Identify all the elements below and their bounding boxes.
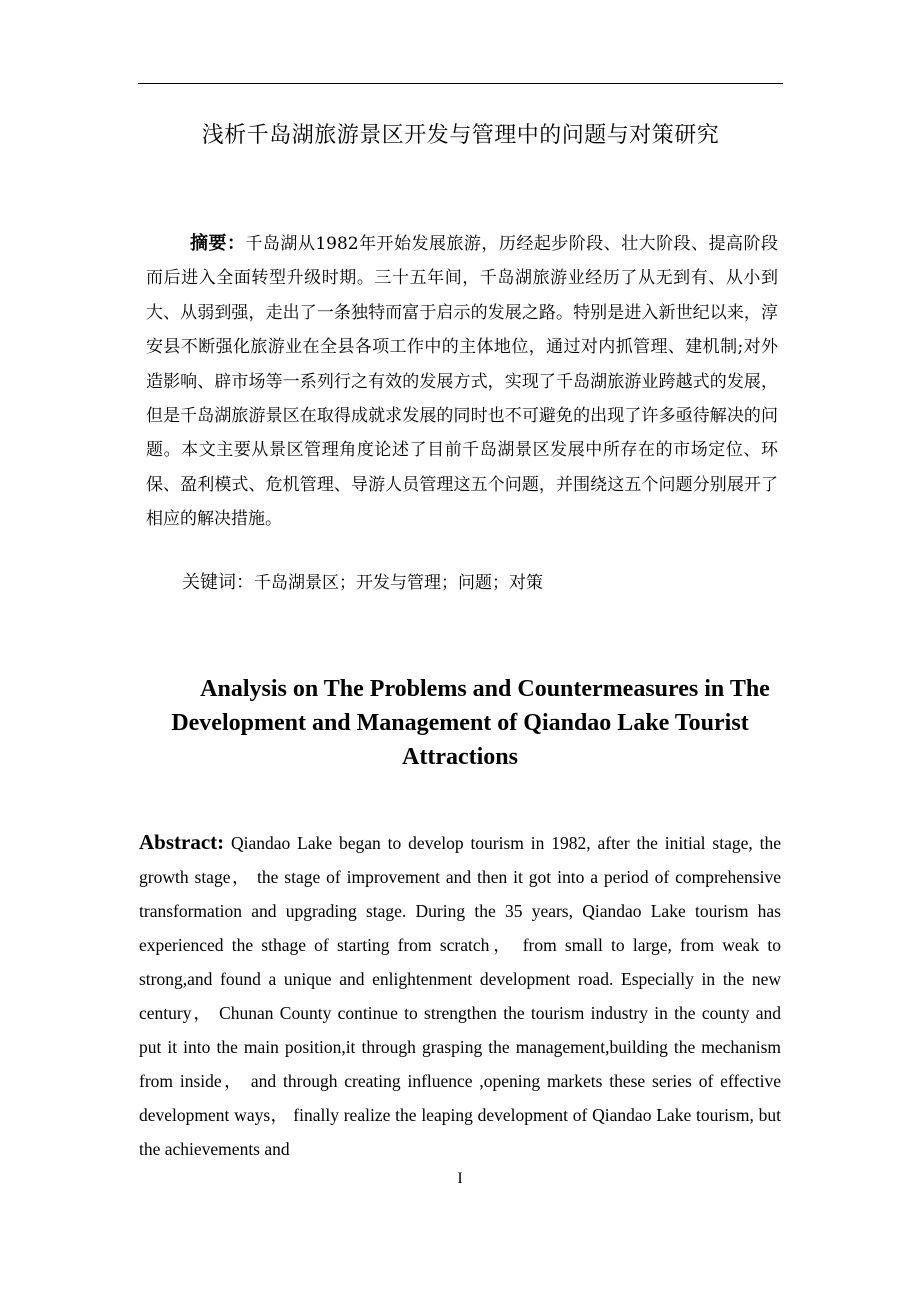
english-title-line-2: Development and Management of Qiandao Lake Tourist bbox=[171, 710, 749, 736]
chinese-abstract-text: 千岛湖从1982年开始发展旅游，历经起步阶段、壮大阶段、提高阶段而后进入全面转型升级时期。三十五年间，千岛湖旅游业经历了从无到有、从小到大、从弱到强，走出了一条独特而富于启示的发展之路。特别是进入新世纪以来，淳安县不断强化旅游业在全县各项工作中的主体地位，通过对内抓管理、建机制;对外造影响、辟市场等一系列行之有效的发展方式，实现了千岛湖旅游业跨越式的发展，但是千岛湖旅游景区在取得成就求发展的同时也不可避免的出现了许多亟待解决的问题。本文主要从景区管理角度论述了目前千岛湖景区发展中所存在的市场定位、环保、盈利模式、危机管理、导游人员管理这五个问题，并围绕这五个问题分别展开了相应的解决措施。 bbox=[146, 234, 779, 530]
chinese-title: 浅析千岛湖旅游景区开发与管理中的问题与对策研究 bbox=[201, 123, 720, 148]
chinese-abstract-label: 摘要： bbox=[190, 233, 246, 254]
chinese-keywords bbox=[182, 568, 782, 594]
chinese-abstract bbox=[146, 227, 778, 537]
page-number: I bbox=[457, 1170, 463, 1187]
chinese-keywords-text: 千岛湖景区；开发与管理；问题；对策 bbox=[254, 573, 543, 593]
english-title-line-3: Attractions bbox=[402, 744, 518, 770]
header-rule bbox=[138, 83, 783, 84]
english-abstract-text: Qiandao Lake began to develop tourism in 1982, after the initial stage, the growth stage， the stage of improvement and then it got into a period of comprehensive transformation and upgrading stage. During the 35 years, Qiandao Lake tourism has experienced the sthage of starting from scratch， from small to large, from weak to strong,and found a unique and enlightenment development road. Especially in the new century， Chunan County continue to strengthen the tourism industry in the county and put it into the main position,it through grasping the management,building the mechanism from inside， and through creating influence ,opening markets these series of effective development ways， finally realize the leaping development of Qiandao Lake tourism, but the achievements and bbox=[139, 833, 781, 1159]
english-abstract bbox=[139, 825, 781, 1166]
english-title-line-1: Analysis on The Problems and Countermeasures in The bbox=[200, 676, 770, 702]
english-abstract-label: Abstract: bbox=[139, 830, 225, 854]
chinese-keywords-label: 关键词： bbox=[182, 572, 254, 593]
english-title bbox=[150, 672, 770, 774]
